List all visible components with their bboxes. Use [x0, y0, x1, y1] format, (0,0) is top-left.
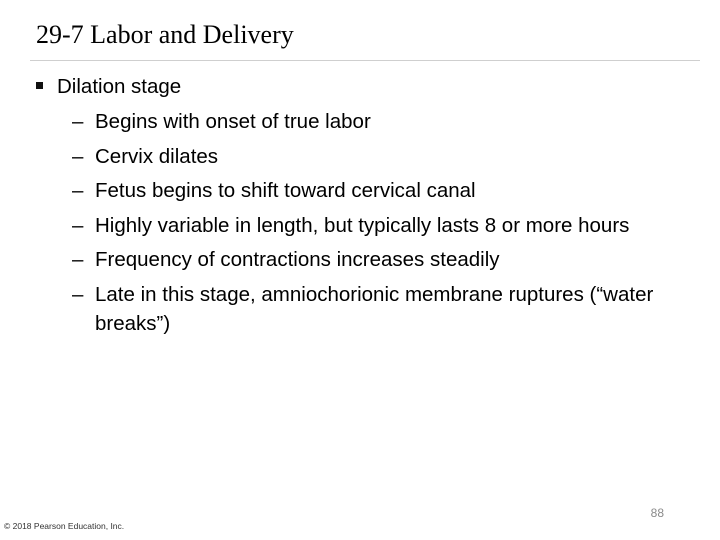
square-bullet-icon [36, 82, 43, 89]
dash-bullet-icon: – [72, 248, 84, 271]
title-divider [30, 60, 700, 61]
sub-bullet-item [36, 280, 676, 338]
dash-bullet-icon: – [72, 110, 84, 133]
copyright-notice: © 2018 Pearson Education, Inc. [4, 521, 125, 531]
dash-bullet-icon: – [72, 282, 84, 306]
dash-bullet-icon: – [72, 213, 84, 237]
sub-bullet-text: Highly variable in length, but typically lasts 8 or more hours [95, 213, 630, 237]
sub-bullet-list [36, 107, 676, 338]
dash-bullet-icon: – [72, 144, 84, 168]
sub-bullet-item [36, 107, 676, 136]
bullet-label: Dilation stage [57, 75, 182, 98]
page-number: 88 [650, 506, 664, 520]
sub-bullet-item [36, 142, 676, 171]
sub-bullet-text: Frequency of contractions increases steadily [95, 248, 500, 271]
sub-bullet-text: Fetus begins to shift toward cervical canal [95, 179, 476, 202]
dash-bullet-icon: – [72, 179, 84, 202]
sub-bullet-item [36, 176, 676, 205]
sub-bullet-text: Cervix dilates [95, 144, 219, 168]
sub-bullet-text: Late in this stage, amniochorionic membrane ruptures (“water breaks”) [95, 282, 654, 335]
bullet-item-dilation-stage [36, 72, 676, 101]
sub-bullet-text: Begins with onset of true labor [95, 110, 371, 133]
sub-bullet-item [36, 245, 676, 274]
sub-bullet-item [36, 211, 676, 240]
slide-body [36, 72, 676, 343]
slide-title: 29-7 Labor and Delivery [36, 20, 294, 49]
